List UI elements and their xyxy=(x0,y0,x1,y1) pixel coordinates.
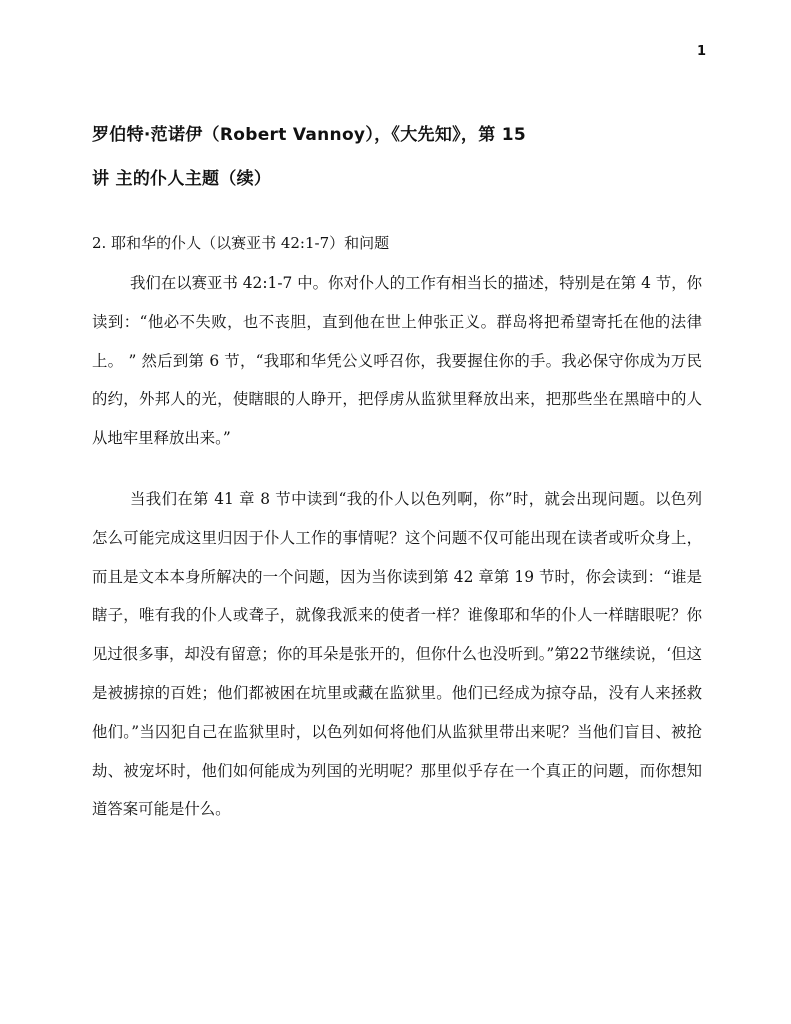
body-paragraph-1: 我们在以赛亚书 42:1-7 中。你对仆人的工作有相当长的描述，特别是在第 4 节，你读到：“他必不失败，也不丧胆，直到他在世上伸张正义。群岛将把希望寄托在他的法律上。 ” 然后到第 6 节，“我耶和华凭公义呼召你，我要握住你的手。我必保守你成为万民的约，外邦人的光，使瞎眼的人睁开，把俘虏从监狱里释放出来，把那些坐在黑暗中的人从地牢里释放出来。” xyxy=(92,274,702,448)
document-title-line-2: 讲 主的仆人主题（续） xyxy=(92,169,272,189)
body-paragraph-2: 当我们在第 41 章 8 节中读到“我的仆人以色列啊，你”时，就会出现问题。以色列怎么可能完成这里归因于仆人工作的事情呢？这个问题不仅可能出现在读者或听众身上，而且是文本本身所解决的一个问题，因为当你读到第 42 章第 19 节时，你会读到：“谁是瞎子，唯有我的仆人或聋子，就像我派来的使者一样？谁像耶和华的仆人一样瞎眼呢？你见过很多事，却没有留意；你的耳朵是张开的，但你什么也没听到。”第22节继续说，‘但这是被掳掠的百姓；他们都被困在坑里或藏在监狱里。他们已经成为掠夺品，没有人来拯救他们。”当囚犯自己在监狱里时，以色列如何将他们从监狱里带出来呢？当他们盲目、被抢劫、被宠坏时，他们如何能成为列国的光明呢？那里似乎存在一个真正的问题，而你想知道答案可能是什么。 xyxy=(92,490,702,819)
page-number: 1 xyxy=(696,44,706,59)
document-title-line-1: 罗伯特·范诺伊（Robert Vannoy），《大先知》，第 15 xyxy=(92,125,526,145)
section-heading: 2. 耶和华的仆人（以赛亚书 42:1-7）和问题 xyxy=(92,234,390,252)
